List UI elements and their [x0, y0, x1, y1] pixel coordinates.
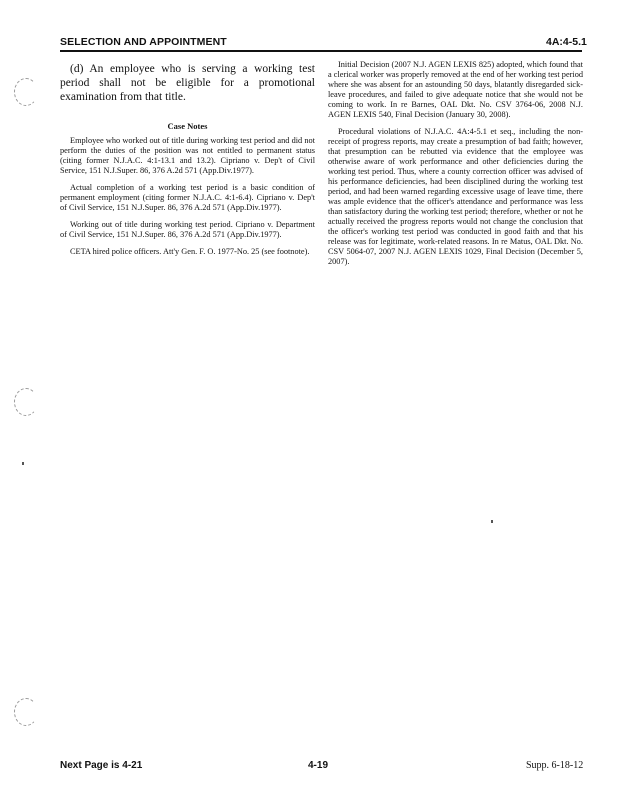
subsection-d: (d) An employee who is serving a working test period shall not be eligible for a promotional examination from that title. [60, 63, 315, 103]
case-note: Employee who worked out of title during working test period and did not perform the duties of the position was not entitled to permanent status (citing former N.J.A.C. 4:1-13.1 and 13.2). Cipriano v. Dep't of Civil Service, 151 N.J.Super. 86, 376 A.2d 571 (App.Div.1977). [60, 136, 315, 175]
scan-speck [22, 462, 24, 465]
case-note: Actual completion of a working test period is a basic condition of permanent employment (citing former N.J.A.C. 4:1-6.4). Cipriano v. Dep't of Civil Service, 151 N.J.Super. 86, 376 A.2d 571 (App.Div.1977). [60, 183, 315, 212]
case-note: Procedural violations of N.J.A.C. 4A:4-5.1 et seq., including the non-receipt of progress reports, may create a presumption of bad faith; however, that presumption can be rebutted via evidence that the employee was otherwise aware of work performance and other deficiencies during the working test period. Thus, where a county correction officer was advised of his performance deficiencies, had been disciplined during the working test period, and had been warned regarding excessive usage of leave time, there was ample evidence that the officer's attendance and performance was less than satisfactory during the working test period; therefore, whether or not he actually received the progress reports would not change the conclusion that the officer's working test period was conducted in good faith and that his release was for legitimate, work-related reasons. In re Matus, OAL Dkt. No. CSV 5064-07, 2007 N.J. AGEN LEXIS 1029, Final Decision (December 5, 2007). [328, 127, 583, 266]
running-header-title: SELECTION AND APPOINTMENT [60, 36, 227, 48]
punch-hole-mark [14, 698, 38, 726]
punch-hole-mark [14, 78, 38, 106]
case-note: Working out of title during working test period. Cipriano v. Department of Civil Service, 151 N.J.Super. 86, 376 A.2d 571 (App.Div.1977). [60, 220, 315, 239]
punch-hole-mark [14, 388, 38, 416]
case-notes-heading: Case Notes [167, 121, 208, 131]
left-column [60, 60, 315, 264]
page-number: 4-19 [308, 760, 329, 771]
case-note: Initial Decision (2007 N.J. AGEN LEXIS 825) adopted, which found that a clerical worker was properly removed at the end of her working test period where she was absent for an astounding 50 days, blatantly disregarded sick-leave procedures, and failed to give adequate notice that she would not be coming to work. In re Barnes, OAL Dkt. No. CSV 3764-06, 2008 N.J. AGEN LEXIS 540, Final Decision (January 30, 2008). [328, 60, 583, 119]
running-header-section-number: 4A:4-5.1 [546, 36, 587, 48]
scan-speck [491, 520, 493, 523]
supplement-date: Supp. 6-18-12 [526, 760, 584, 771]
case-note: CETA hired police officers. Att'y Gen. F. O. 1977-No. 25 (see footnote). [70, 247, 310, 256]
next-page-note: Next Page is 4-21 [60, 760, 143, 771]
header-rule [60, 50, 582, 52]
right-column [328, 60, 583, 274]
